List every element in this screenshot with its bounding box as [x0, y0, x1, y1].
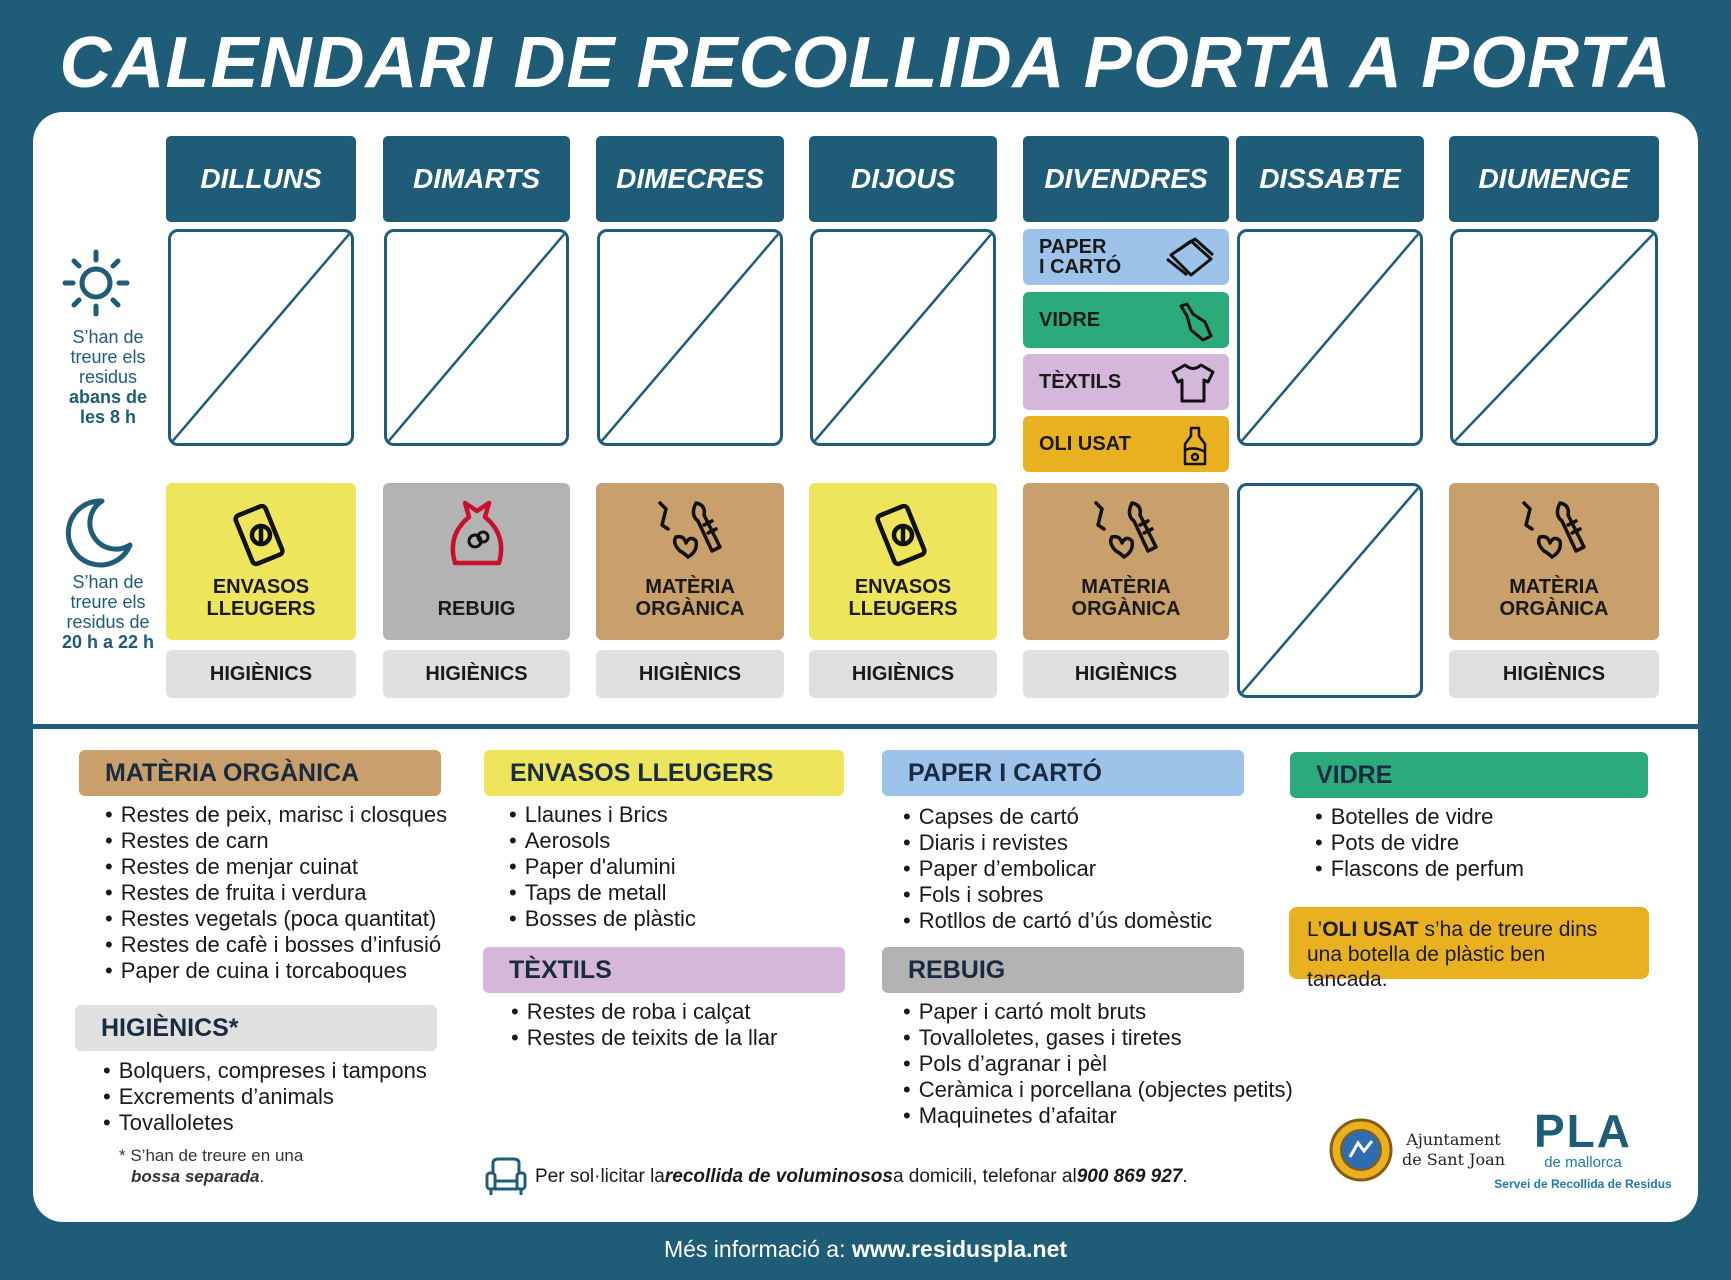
category-header-paper: PAPER I CARTÓ	[882, 750, 1244, 796]
empty-cell-tue-morning	[384, 229, 569, 446]
category-header-rebuig: REBUIG	[882, 947, 1244, 993]
day-header-saturday: DISSABTE	[1236, 136, 1424, 222]
organic-waste-icon	[1514, 495, 1594, 575]
day-header-friday: DIVENDRES	[1023, 136, 1229, 222]
hygiene-cell-tue: HIGIÈNICS	[383, 650, 570, 698]
hygiene-cell-thu: HIGIÈNICS	[809, 650, 997, 698]
list-item: • Restes de menjar cuinat	[105, 854, 447, 880]
pla-mallorca-logo: PLA de mallorca Servei de Recollida de Residus	[1488, 1104, 1678, 1191]
organic-waste-icon	[1086, 495, 1166, 575]
empty-cell-mon-morning	[168, 229, 354, 446]
can-icon	[221, 495, 301, 575]
pill-textils: TÈXTILS	[1023, 354, 1229, 410]
rebuig-list	[903, 999, 1293, 1129]
morning-label: S’han de treure els residus abans de les 8 h	[68, 327, 148, 427]
list-item: • Bosses de plàstic	[509, 906, 696, 932]
list-item: • Diaris i revistes	[903, 830, 1212, 856]
ajuntament-sant-joan-logo: Ajuntament de Sant Joan	[1328, 1117, 1505, 1183]
empty-cell-thu-morning	[810, 229, 996, 446]
list-item: • Restes vegetals (poca quantitat)	[105, 906, 447, 932]
list-item: • Pots de vidre	[1315, 830, 1524, 856]
hygiene-cell-wed: HIGIÈNICS	[596, 650, 784, 698]
night-cell-mon: ENVASOS LLEUGERS	[166, 483, 356, 640]
page-title: CALENDARI DE RECOLLIDA PORTA A PORTA	[59, 23, 1672, 103]
bulky-waste-notice: Per sol·licitar la recollida de voluminosos a domicili, telefonar al 900 869 927 .	[485, 1157, 1188, 1197]
organic-waste-icon	[650, 495, 730, 575]
pill-vidre: VIDRE	[1023, 292, 1229, 348]
list-item: • Capses de cartó	[903, 804, 1212, 830]
list-item: • Llaunes i Brics	[509, 802, 696, 828]
list-item: • Excrements d’animals	[103, 1084, 427, 1110]
list-item: • Bolquers, compreses i tampons	[103, 1058, 427, 1084]
list-item: • Taps de metall	[509, 880, 696, 906]
paper-icon	[1165, 237, 1217, 279]
calendar-card	[33, 112, 1698, 1222]
day-header-sunday: DIUMENGE	[1449, 136, 1659, 222]
day-header-wednesday: DIMECRES	[596, 136, 784, 222]
paper-list	[903, 804, 1212, 934]
oli-usat-note: L’OLI USAT s’ha de treure dins una botella de plàstic ben tancada.	[1289, 907, 1649, 979]
night-label: S’han de treure els residus de 20 h a 22 h	[61, 572, 155, 652]
category-header-envasos: ENVASOS LLEUGERS	[484, 750, 844, 796]
can-icon	[863, 495, 943, 575]
list-item: • Maquinetes d’afaitar	[903, 1103, 1293, 1129]
textils-list	[511, 999, 777, 1051]
night-cell-sun: MATÈRIA ORGÀNICA	[1449, 483, 1659, 640]
footer-url[interactable]: www.residuspla.net	[851, 1236, 1068, 1262]
empty-cell-sat-morning	[1237, 229, 1423, 446]
list-item: • Restes de teixits de la llar	[511, 1025, 777, 1051]
pla-wordmark: PLA	[1534, 1105, 1632, 1157]
list-item: • Paper d’embolicar	[903, 856, 1212, 882]
category-header-textils: TÈXTILS	[483, 947, 845, 993]
list-item: • Flascons de perfum	[1315, 856, 1524, 882]
empty-cell-sun-morning	[1450, 229, 1658, 446]
hygiene-cell-fri: HIGIÈNICS	[1023, 650, 1229, 698]
list-item: • Restes de fruita i verdura	[105, 880, 447, 906]
category-header-organica: MATÈRIA ORGÀNICA	[79, 750, 441, 796]
list-item: • Paper i cartó molt bruts	[903, 999, 1293, 1025]
moon-icon	[58, 495, 134, 571]
organica-list	[105, 802, 447, 984]
list-item: • Botelles de vidre	[1315, 804, 1524, 830]
day-header-thursday: DIJOUS	[809, 136, 997, 222]
tshirt-icon	[1169, 362, 1217, 404]
hygiene-cell-mon: HIGIÈNICS	[166, 650, 356, 698]
list-item: • Restes de roba i calçat	[511, 999, 777, 1025]
hygiene-cell-sun: HIGIÈNICS	[1449, 650, 1659, 698]
night-cell-fri: MATÈRIA ORGÀNICA	[1023, 483, 1229, 640]
list-item: • Rotllos de cartó d’ús domèstic	[903, 908, 1212, 934]
empty-cell-sat-night	[1237, 483, 1423, 698]
pill-paper-carto: PAPER I CARTÓ	[1023, 229, 1229, 285]
higienics-list	[103, 1058, 427, 1136]
night-cell-tue: REBUIG	[383, 483, 570, 640]
list-item: • Aerosols	[509, 828, 696, 854]
list-item: • Paper d'alumini	[509, 854, 696, 880]
coat-of-arms-icon	[1328, 1117, 1394, 1183]
higienics-note: * S’han de treure en una bossa separada.	[119, 1146, 304, 1186]
sun-icon	[61, 248, 131, 318]
category-header-vidre: VIDRE	[1290, 752, 1648, 798]
trash-bag-icon	[437, 495, 517, 575]
list-item: • Ceràmica i porcellana (objectes petits)	[903, 1077, 1293, 1103]
envasos-list	[509, 802, 696, 932]
oil-bottle-icon	[1173, 424, 1217, 468]
day-header-monday: DILLUNS	[166, 136, 356, 222]
day-header-tuesday: DIMARTS	[383, 136, 570, 222]
category-header-higienics: HIGIÈNICS*	[75, 1005, 437, 1051]
empty-cell-wed-morning	[597, 229, 783, 446]
vidre-list	[1315, 804, 1524, 882]
armchair-icon	[485, 1157, 527, 1197]
footer-info: Més informació a: www.residuspla.net	[663, 1236, 1068, 1262]
list-item: • Restes de peix, marisc i closques	[105, 802, 447, 828]
list-item: • Paper de cuina i torcaboques	[105, 958, 447, 984]
night-cell-thu: ENVASOS LLEUGERS	[809, 483, 997, 640]
list-item: • Tovalloletes	[103, 1110, 427, 1136]
list-item: • Tovalloletes, gases i tiretes	[903, 1025, 1293, 1051]
list-item: • Restes de cafè i bosses d’infusió	[105, 932, 447, 958]
list-item: • Pols d’agranar i pèl	[903, 1051, 1293, 1077]
list-item: • Restes de carn	[105, 828, 447, 854]
list-item: • Fols i sobres	[903, 882, 1212, 908]
bottle-icon	[1175, 300, 1217, 342]
pill-oli-usat: OLI USAT	[1023, 416, 1229, 472]
night-cell-wed: MATÈRIA ORGÀNICA	[596, 483, 784, 640]
section-divider	[33, 724, 1698, 729]
